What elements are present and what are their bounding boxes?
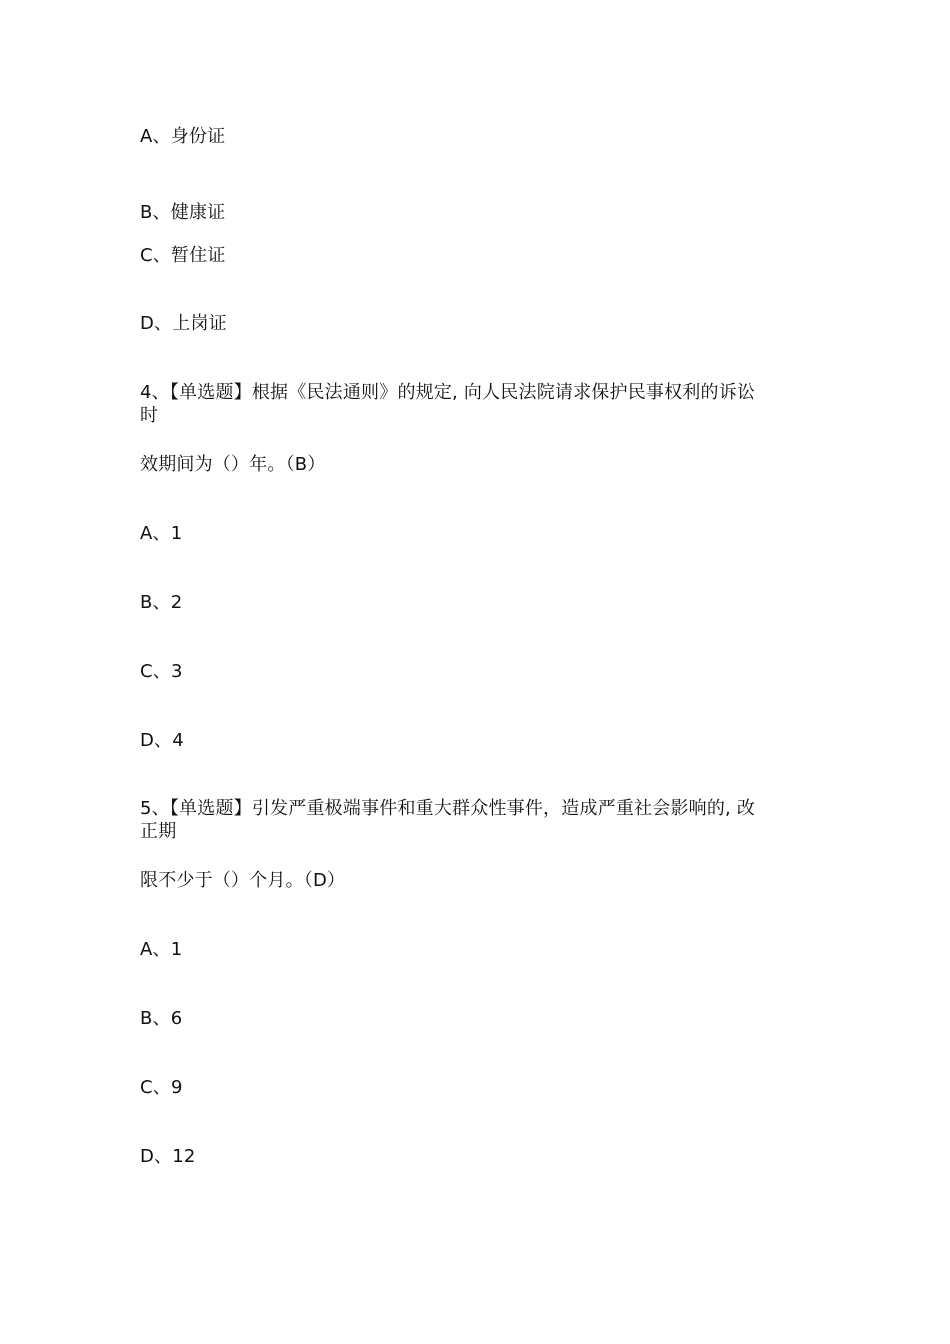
q5-option-b: B、6 [140,1008,183,1029]
q5-option-d: D、12 [140,1146,196,1167]
q5-stem-line-1: 5、【单选题】引发严重极端事件和重大群众性事件，造成严重社会影响的, 改 [140,798,756,819]
q3-option-a: A、身份证 [140,126,226,147]
q4-option-d: D、4 [140,730,184,751]
q3-option-d: D、上岗证 [140,313,227,334]
q4-option-a: A、1 [140,523,183,544]
q3-option-b: B、健康证 [140,202,226,223]
q4-stem-line-1: 4、【单选题】根据《民法通则》的规定, 向人民法院请求保护民事权利的诉讼 [140,382,756,403]
q5-stem-line-2: 正期 [140,821,177,842]
q4-option-b: B、2 [140,592,183,613]
q3-option-c: C、暂住证 [140,245,226,266]
q4-stem-line-2: 时 [140,405,159,426]
q5-option-c: C、9 [140,1077,183,1098]
q5-option-a: A、1 [140,939,183,960]
q4-option-c: C、3 [140,661,183,682]
q4-stem-line-3: 效期间为（）年。（B） [140,454,326,475]
q5-stem-line-3: 限不少于（）个月。（D） [140,870,346,891]
